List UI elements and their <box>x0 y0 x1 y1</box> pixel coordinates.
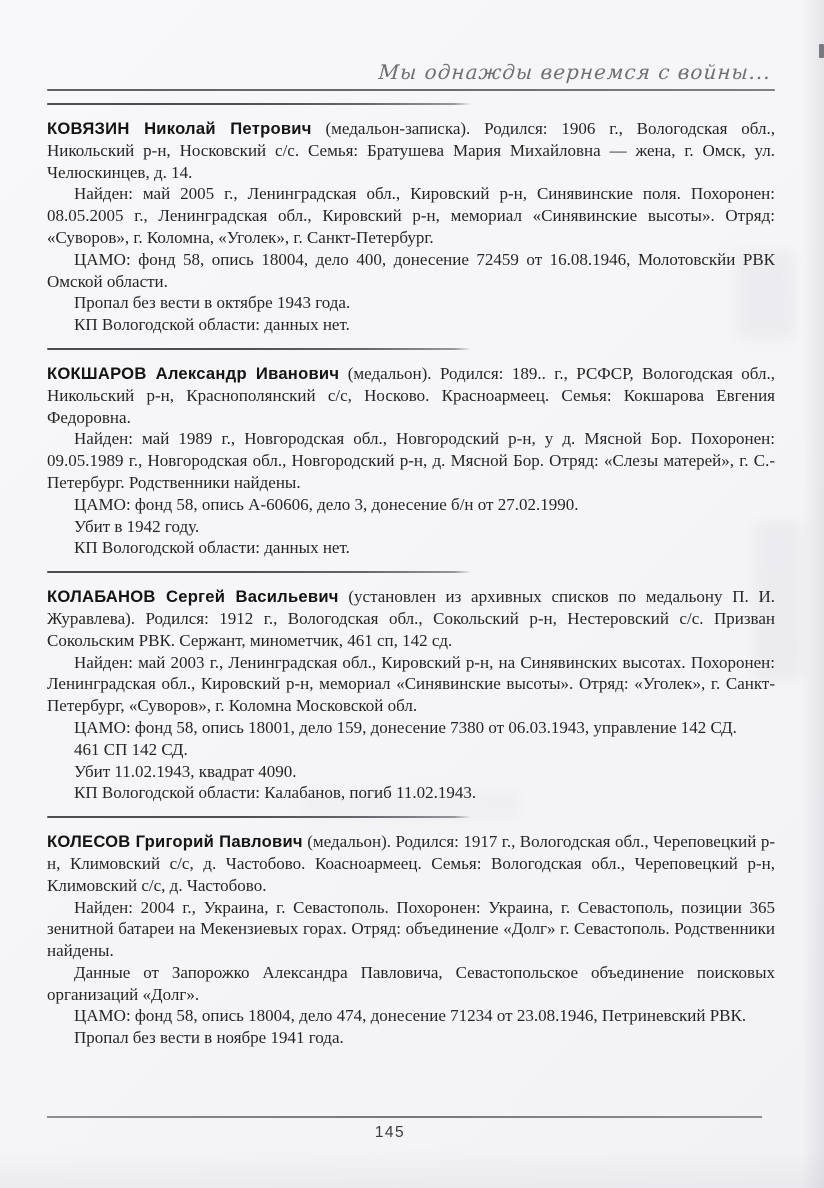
entry-paragraph: ЦАМО: фонд 58, опись А-60606, дело 3, донесение б/н от 27.02.1990. <box>74 494 579 514</box>
scan-edge-shading <box>802 0 824 1188</box>
entry-paragraph: Найден: май 1989 г., Новгородская обл., Новгородский р-н, у д. Мясной Бор. Похоронен: 09.05.1989 г., Новгородская обл., Новгородский р-н, д. Мясной Бор. Отряд: «Слезы матерей», г. С.-Петербург. Родственники найдены. <box>47 429 775 492</box>
footer-rule <box>47 1116 762 1118</box>
entry-paragraph: Пропал без вести в ноябре 1941 года. <box>74 1028 344 1048</box>
entry-person-name: КОВЯЗИН Николай Петрович <box>47 119 312 138</box>
entry-paragraph: КП Вологодской области: данных нет. <box>74 538 350 558</box>
entry-separator <box>47 816 471 818</box>
entry-paragraph: ЦАМО: фонд 58, опись 18004, дело 400, донесение 72459 от 16.08.1946, Молотовскйи РВК Омской области. <box>47 249 775 291</box>
entry-intro-text: (установлен из архивных списков по медальону П. И. Журавлева). Родился: 1912 г., Вологодская обл., Сокольский р-н, Нестеровский с/с. Призван Сокольским РВК. Сержант, минометчик, 461 сп, 142 сд. <box>47 587 775 650</box>
entry-intro-text: (медальон). Родился: 189.. г., РСФСР, Вологодская обл., Никольский р-н, Краснополянский с/с, Носково. Красноармеец. Семья: Кокшарова Евгения Федоровна. <box>47 363 775 427</box>
entry-intro-paragraph <box>47 118 775 183</box>
header-rule <box>47 89 775 91</box>
entry-paragraph: ЦАМО: фонд 58, опись 18001, дело 159, донесение 7380 от 06.03.1943, управление 142 СД. <box>74 717 737 737</box>
memorial-entry-kovyazin <box>47 118 775 336</box>
entry-paragraph: Пропал без вести в октябре 1943 года. <box>74 293 351 313</box>
scan-artifact <box>819 44 824 58</box>
entry-paragraph: Найден: май 2005 г., Ленинградская обл., Кировский р-н, Синявинские поля. Похоронен: 08.05.2005 г., Ленинградская обл., Кировский р-н, мемориал «Синявинские высоты». Отряд: «Суворов», г. Коломна, «Уголек», г. Санкт-Петербург. <box>47 184 775 247</box>
entry-paragraph: КП Вологодской области: Калабанов, погиб 11.02.1943. <box>74 783 477 803</box>
entry-paragraph: Найден: май 2003 г., Ленинградская обл., Кировский р-н, на Синявинских высотах. Похоронен: Ленинградская обл., Кировский р-н, мемориал «Синявинские высоты». Отряд: «Уголек», г. Санкт-Петербург, «Суворов», г. Коломна Московской обл. <box>47 652 775 716</box>
entry-paragraph: 461 СП 142 СД. <box>74 739 188 759</box>
entry-paragraph: Убит в 1942 году. <box>74 516 200 536</box>
entry-person-name: КОЛЕСОВ Григорий Павлович <box>47 832 303 852</box>
entry-paragraph: Убит 11.02.1943, квадрат 4090. <box>74 761 297 781</box>
entry-paragraph: Данные от Запорожко Александра Павловича, Севастопольское объединение поисковых организаций «Долг». <box>47 962 775 1004</box>
entry-separator <box>47 348 471 350</box>
entry-person-name: КОКШАРОВ Александр Иванович <box>47 363 340 383</box>
entry-person-name: КОЛАБАНОВ Сергей Васильевич <box>47 587 339 607</box>
entry-separator <box>47 571 471 573</box>
entry-intro-text: (медальон). Родился: 1917 г., Вологодская обл., Череповецкий р-н, Климовский с/с, д. Частобово. Коасноармеец. Семья: Вологодская обл., Череповецкий р-н, Климовский с/с, д. Частобово. <box>47 832 775 895</box>
running-header <box>46 60 776 84</box>
memorial-entry-kolabanov <box>47 586 775 804</box>
entry-intro-text: (медальон-записка). Родился: 1906 г., Вологодская обл., Никольский р-н, Носковский с/с. Семья: Братушева Мария Михайловна — жена, г. Омск, ул. Челюскинцев, д. 14. <box>47 119 775 182</box>
entry-intro-paragraph <box>47 363 775 428</box>
entry-paragraph: КП Вологодской области: данных нет. <box>74 315 350 335</box>
entry-paragraph: Найден: 2004 г., Украина, г. Севастополь. Похоронен: Украина, г. Севастополь, позиции 365 зенитной батареи на Мекензиевых горах. Отряд: объединение «Долг» г. Севастополь. Родственники найдены. <box>47 897 775 961</box>
entry-separator <box>47 103 471 105</box>
scan-bottom-shading <box>0 1148 824 1188</box>
running-header-script-text: Мы однажды вернемся с войны... <box>377 60 772 84</box>
entry-intro-paragraph <box>47 586 775 651</box>
memorial-entry-koksharov <box>47 363 775 559</box>
entry-intro-paragraph <box>47 831 775 896</box>
memorial-entry-kolesov <box>47 831 775 1049</box>
page-text-block <box>47 0 775 1049</box>
entry-paragraph: ЦАМО: фонд 58, опись 18004, дело 474, донесение 71234 от 23.08.1946, Петриневский РВК. <box>74 1006 747 1026</box>
page-number: 145 <box>374 1124 406 1141</box>
